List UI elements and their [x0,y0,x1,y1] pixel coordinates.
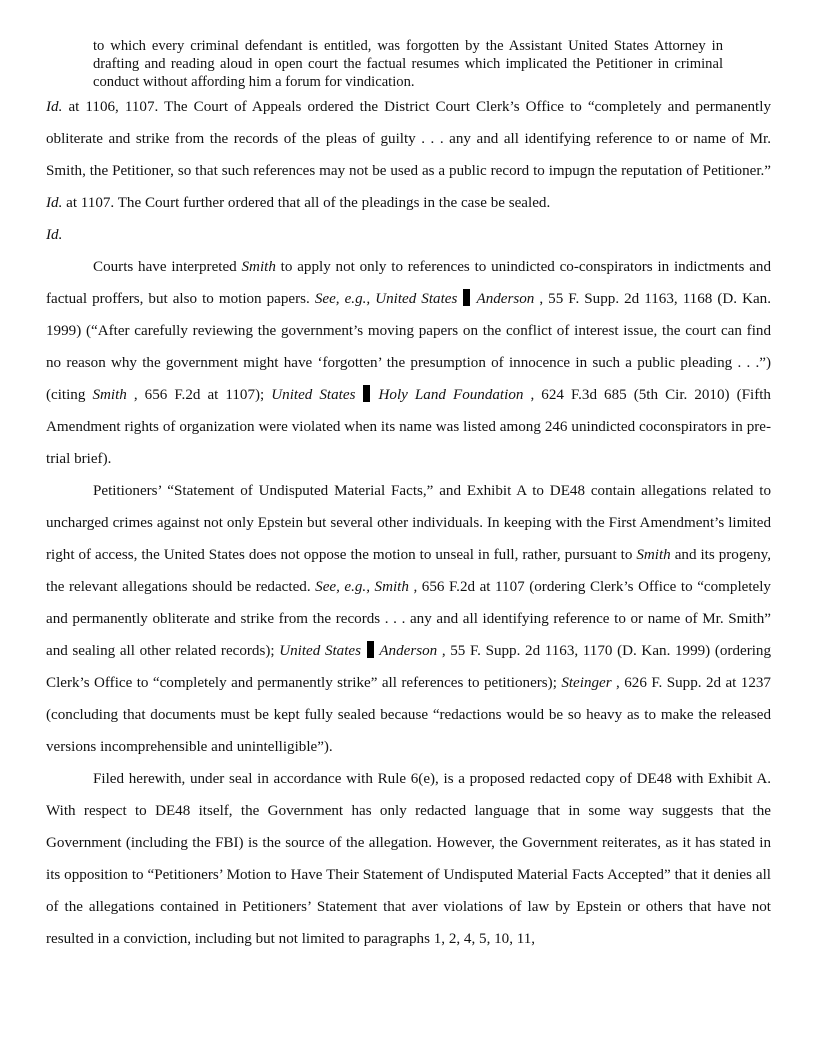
text-run: Petitioners’ “Statement of Undisputed Material Facts,” and Exhibit A to DE48 contain allegations related to uncharged crimes against not only Epstein but several other individuals. In keeping with the First Amendment’s limited right of access, the United States does not oppose the motion to unseal in full, rather, pursuant to [46,483,771,563]
case-name: Holy Land Foundation [378,387,524,403]
citation-id: Id. [46,195,63,211]
redaction-mark [367,641,374,658]
case-name: Anderson [476,291,535,307]
paragraph-3 [46,475,771,763]
case-name: Smith [241,259,276,275]
case-name: Steinger [561,675,612,691]
text-run: to apply not only to references to unindicted co-conspirators in indictments and factual proffers, but also to motion papers. [46,259,771,307]
text-run: , 624 F.3d 685 (5th Cir. 2010) (Fifth Amendment rights of organization were violated when its name was listed among 246 unindicted coconspirators in pre-trial brief). [46,387,771,467]
case-citation: United States [271,387,356,403]
paragraph-2 [46,251,771,475]
text-run: , 55 F. Supp. 2d 1163, 1170 (D. Kan. 1999) (ordering Clerk’s Office to “completely and permanently strike” all references to petitioners); [46,643,772,691]
text-run: Courts have interpreted [93,259,242,275]
text-run: at 1106, 1107. The Court of Appeals ordered the District Court Clerk’s Office to “completely and permanently obliterate and strike from the records of the pleas of guilty . . . any and all identifying reference to or name of Mr. Smith, the Petitioner, so that such references may not be used as a public record to impugn the reputation of Petitioner.” [46,99,771,179]
text-run: Filed herewith, under seal in accordance with Rule 6(e), is a proposed redacted copy of DE48 with Exhibit A. With respect to DE48 itself, the Government has only redacted language that in some way suggests that the Government (including the FBI) is the source of the allegation. However, the Government reiterates, as it has stated in its opposition to “Petitioners’ Motion to Have Their Statement of Undisputed Material Facts Accepted” that it denies all of the allegations contained in Petitioners’ Statement that aver violations of law by Epstein or others that have not resulted in a conviction, including but not limited to paragraphs 1, 2, 4, 5, 10, 11, [46,771,771,947]
text-run: at 1107. The Court further ordered that all of the pleadings in the case be sealed. [62,195,551,211]
text-run: , 656 F.2d at 1107); [126,387,272,403]
redaction-mark [363,385,370,402]
redaction-mark [463,289,470,306]
case-citation: United States [279,643,361,659]
text-run: , 626 F. Supp. 2d at 1237 (concluding that documents must be kept fully sealed because “redactions would be so heavy as to make the released versions incomprehensible and unintelligible”). [46,675,771,755]
paragraph-4 [46,763,771,955]
case-name: Smith [636,547,671,563]
case-citation: See, e.g., Smith [315,579,409,595]
paragraph-1 [46,91,771,251]
case-name: Smith [92,387,127,403]
citation-id: Id. [46,99,63,115]
text-run: , 656 F.2d at 1107 (ordering Clerk’s Office to “completely and permanently obliterate and strike from the records . . . any and all identifying reference to or name of Mr. Smith” and sealing all other related records); [46,579,771,659]
body-text [46,91,771,955]
case-name: Anderson [379,643,438,659]
citation-id: Id. [46,227,63,243]
block-quote: to which every criminal defendant is entitled, was forgotten by the Assistant United States Attorney in drafting and reading aloud in open court the factual resumes which implicated the Petitioner in criminal conduct without affording him a forum for vindication. [93,38,723,90]
text-run: and its progeny, the relevant allegations should be redacted. [46,547,771,595]
text-run: , 55 F. Supp. 2d 1163, 1168 (D. Kan. 1999) (“After carefully reviewing the government’s moving papers on the conflict of interest issue, the court can find no reason why the government might have ‘forgotten’ the presumption of innocence in such a public pleading . . .”) (citing [46,291,772,403]
case-citation: See, e.g., United States [314,291,458,307]
